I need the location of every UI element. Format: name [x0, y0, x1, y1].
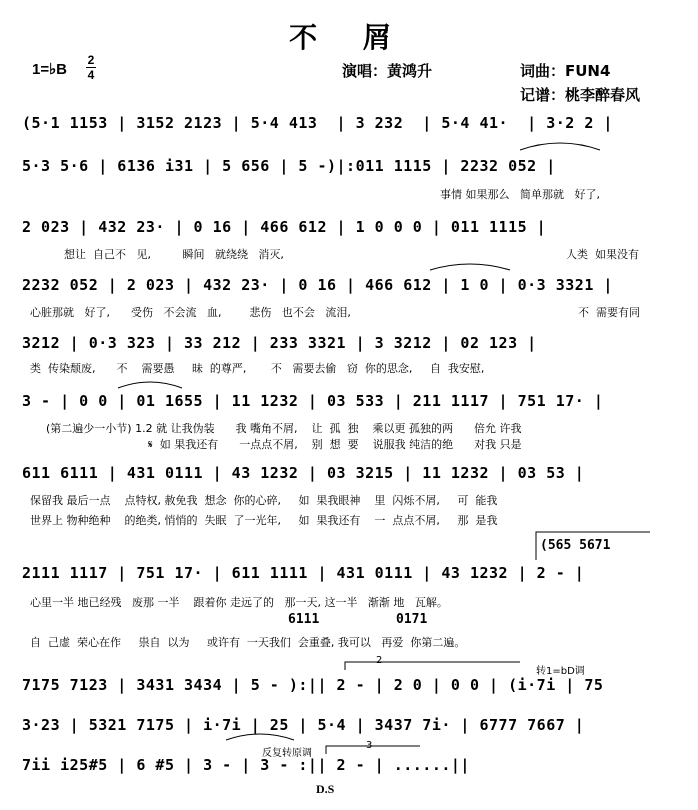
tie-arc [430, 264, 510, 270]
time-signature-bottom: 4 [87, 68, 95, 82]
notation-line: 5·3 5·6 | 6136 i31 | 5 656 | 5 -)|:011 1115 | 2232 052 | [22, 157, 556, 175]
lyric-line: 心里一半 地已经残 废那 一半 跟着你 走远了的 那一天, 这一半 渐渐 地 瓦解。 [30, 596, 448, 609]
tie-arc [226, 734, 294, 740]
notation-line: 7ii i25#5 | 6 #5 | 3 - | 3 - :|| 2 - | ......|| [22, 756, 470, 774]
arranger: 记谱：桃李醉春风 [520, 86, 641, 104]
alt-intro-bracket [536, 532, 650, 560]
dal-segno-mark: D.S [316, 782, 335, 796]
lyric-line: 类 传染颓废, 不 需要愚 昧 的尊严, 不 需要去偷 窃 你的思念, 自 我安慰, [30, 362, 485, 375]
return-key-note: 反复转原调 [262, 748, 312, 759]
notation-line: (5·1 1153 | 3152 2123 | 5·4 413 | 3 232 | 5·4 41· | 3·2 2 | [22, 114, 613, 132]
alt-notes-1: 6111 [288, 612, 320, 627]
lyric-line: 想让 自己不 见, 瞬间 就绕绕 消灭, [64, 248, 284, 261]
notation-line: 3·23 | 5321 7175 | i·7i | 25 | 5·4 | 3437 7i· | 6777 7667 | [22, 716, 585, 734]
notation-line: 7175 7123 | 3431 3434 | 5 - ):|| 2 - | 2 0 | 0 0 | (i·7i | 75 [22, 676, 604, 694]
volta-3-label: 3 [366, 740, 373, 751]
lyric-line: 世界上 物种绝种 的绝类, 悄悄的 失眠 了一光年, 如 果我还有 一 点点不屑, 那 是我 [30, 514, 498, 527]
tie-arc [118, 382, 182, 388]
lyric-line: 保留我 最后一点 点特权, 赦免我 想念 你的心碎, 如 果我眼神 里 闪烁不屑, 可 能我 [30, 494, 498, 507]
notation-line: 3 - | 0 0 | 01 1655 | 11 1232 | 03 533 | 211 1117 | 751 17· | [22, 392, 604, 410]
alt-intro-notes: (565 5671 [540, 538, 611, 553]
lyric-line: (第二遍少一小节) 1.2 就 让我伪装 我 嘴角不屑, 让 孤 独 乘以更 孤独的两 倍允 许我 [46, 422, 522, 435]
song-title: 不 屑 [289, 21, 409, 54]
notation-line: 2111 1117 | 751 17· | 611 1111 | 431 0111 | 43 1232 | 2 - | [22, 564, 585, 582]
volta-3-bracket [326, 746, 420, 754]
lyric-line: 人类 如果没有 [566, 248, 639, 261]
lyric-line: 事情 如果那么 简单那就 好了, [440, 188, 600, 201]
key-signature: 1=♭B [32, 61, 68, 78]
singer: 演唱：黄鸿升 [342, 62, 433, 80]
notation-line: 2 023 | 432 23· | 0 16 | 466 612 | 1 0 0 0 | 011 1115 | [22, 218, 547, 236]
notation-line: 611 6111 | 431 0111 | 43 1232 | 03 3215 | 11 1232 | 03 53 | [22, 464, 585, 482]
time-signature-top: 2 [87, 53, 95, 67]
volta-2-label: 2 [376, 655, 383, 666]
lyric-line: 心脏那就 好了, 受伤 不会流 血, 悲伤 也不会 流泪, [30, 306, 351, 319]
tie-arc [520, 143, 600, 150]
lyric-line: 𝄋 如 果我还有 一点点不屑, 别 想 要 说服我 纯洁的绝 对我 只是 [148, 438, 522, 451]
lyric-line: 不 需要有同 [578, 306, 640, 319]
alt-notes-2: 0171 [396, 612, 428, 627]
lyricist: 词曲：FUN4 [520, 62, 611, 80]
lyric-line: 自 己虚 荣心在作 祟自 以为 或许有 一天我们 会重叠, 我可以 再爱 你第二遍。 [30, 636, 466, 649]
notation-line: 2232 052 | 2 023 | 432 23· | 0 16 | 466 612 | 1 0 | 0·3 3321 | [22, 276, 613, 294]
modulation-note: 转1=bD调 [536, 666, 585, 677]
notation-line: 3212 | 0·3 323 | 33 212 | 233 3321 | 3 3212 | 02 123 | [22, 334, 537, 352]
volta-2-bracket [345, 662, 520, 670]
